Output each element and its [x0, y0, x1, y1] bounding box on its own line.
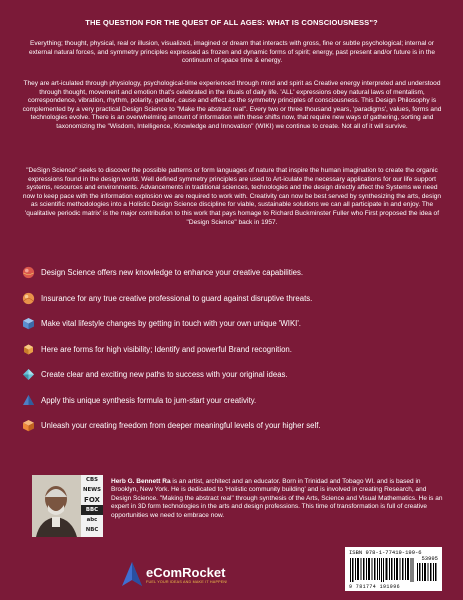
- list-item-text: Insurance for any true creative professional to guard against disruptive threats.: [41, 293, 313, 303]
- publisher-logo: [120, 561, 260, 589]
- author-portrait: [32, 475, 81, 537]
- list-item-text: Design Science offers new knowledge to enhance your creative capabilities.: [41, 268, 304, 277]
- cover-heading: THE QUESTION FOR THE QUEST OF ALL AGES: WHAT IS CONSCIOUSNESS"?: [85, 18, 378, 27]
- list-item-text: Apply this unique synthesis formula to jum-start your creativity.: [41, 395, 257, 405]
- philosophy-paragraph: They are art-iculated through physiology, psychological-time experienced through mind and spirit as Creative energy interpreted and understood through thought, movement and emotion that's celebrated in the rituals of daily life. 'ALL' expressions obey natural laws of mentalism, correspondence, vibration, rhythm, polarity, gender, cause and effect as the symmetry principles of consciousness. This Design Philosophy is complemented by a very practical Design Science to "Make the abstract real". Every two or three thousand years, 'paradigms', values, forms and technologies evolve. There is an overwhelming amount of information with these shifts now, that require new ways of gathering, sorting and taxonomizing the "Wisdom, Intelligence, Knowledge and Innovation" (WIKI) we continue to create. Not all of it will survive.: [22, 80, 442, 130]
- nbc-logo: NBC: [85, 527, 99, 533]
- list-item: [22, 343, 442, 369]
- list-item: [22, 292, 442, 318]
- benefit-list: [22, 266, 442, 445]
- fox-logo: FOX: [84, 496, 100, 504]
- barcode-digits: 9 781774 191996: [349, 584, 401, 590]
- author-bio: [111, 478, 446, 520]
- cyan-diamond-icon: [22, 368, 35, 381]
- list-item: [22, 419, 442, 445]
- media-logos: [81, 475, 103, 537]
- red-sphere-icon: [22, 266, 35, 279]
- abc-logo: abc: [86, 517, 98, 523]
- author-name: Herb G. Bennett Ra: [111, 478, 171, 485]
- list-item: [22, 394, 442, 420]
- bbc-logo: BBC: [81, 505, 103, 515]
- list-item: [22, 266, 442, 292]
- list-item-text: Make vital lifestyle changes by getting in touch with your own unique 'WIKI'.: [41, 319, 301, 328]
- list-item-text: Here are forms for high visibility; Identify and powerful Brand recognition.: [41, 344, 292, 354]
- author-bio-text: is an artist, architect and an educator. Born in Trinidad and Tobago WI. and is based in Brooklyn, New York. He is dedicated to 'Holistic community building' and is involved in creating Research, and Design Science. "Making the abstract real" through synthesis of the Arts, Science and Visual Mathematics. He is an expert in 3D form technologies in the arts and design professions. This time of transformation is full of creative opportunities we need to embrace now.: [111, 478, 443, 519]
- publisher-tagline: FUEL YOUR IDEAS AND MAKE IT HAPPEN!: [146, 580, 228, 584]
- design-science-paragraph: "DeSign Science" seeks to discover the possible patterns or form languages of nature that inspire the human imagination to create the organic expressions found in the design world. Well defined symmetry principles are used to Art-iculate the necessary applications for our life support systems, resources and environments. Advancements in traditional sciences, technologies and the design directly affect the Systems we need now to keep pace with the information explosion we are required to work with. Creativity can now be best served by synthesizing the arts, design as scientific methodologies into a Holistic Design Science discipline for viable, sustainable solutions we can all participate in and enjoy. The 'qualitative periodic matrix' is the major contribution to this work that pays homage to Richard Buckminster Fuller who First proposed the idea of "Design Science" back in 1957.: [22, 167, 442, 226]
- blue-cube-icon: [22, 317, 35, 330]
- list-item-text: Unleash your creating freedom from deeper meaningful levels of your higher self.: [41, 421, 321, 430]
- intro-paragraph: Everything; thought, physical, real or illusion, visualized, imagined or dream that interacts with gross, fine or subtle psychological; internal or external natural forces, and symmetry principles expressed as frozen and dynamic forms of spirit; energy, past present and/or future is in the continuum of space time & energy.: [29, 40, 435, 65]
- price-code: 53995: [421, 555, 438, 562]
- list-item: [22, 368, 442, 394]
- author-photo: [32, 475, 81, 537]
- list-item-text: Create clear and exciting new paths to success with your original ideas.: [41, 370, 288, 379]
- isbn-text: ISBN 978-1-77419-199-6: [349, 549, 422, 556]
- blue-pyramid-icon: [22, 394, 35, 407]
- orange-sphere-icon: [22, 292, 35, 305]
- publisher-name: eComRocket: [146, 565, 226, 580]
- orange-cube-icon: [22, 419, 35, 432]
- orange-prism-icon: [22, 343, 35, 356]
- list-item: [22, 317, 442, 343]
- isbn-barcode: [345, 547, 442, 591]
- cbs-logo: CBS NEWS: [82, 477, 102, 493]
- rocket-logo-icon: [120, 561, 144, 587]
